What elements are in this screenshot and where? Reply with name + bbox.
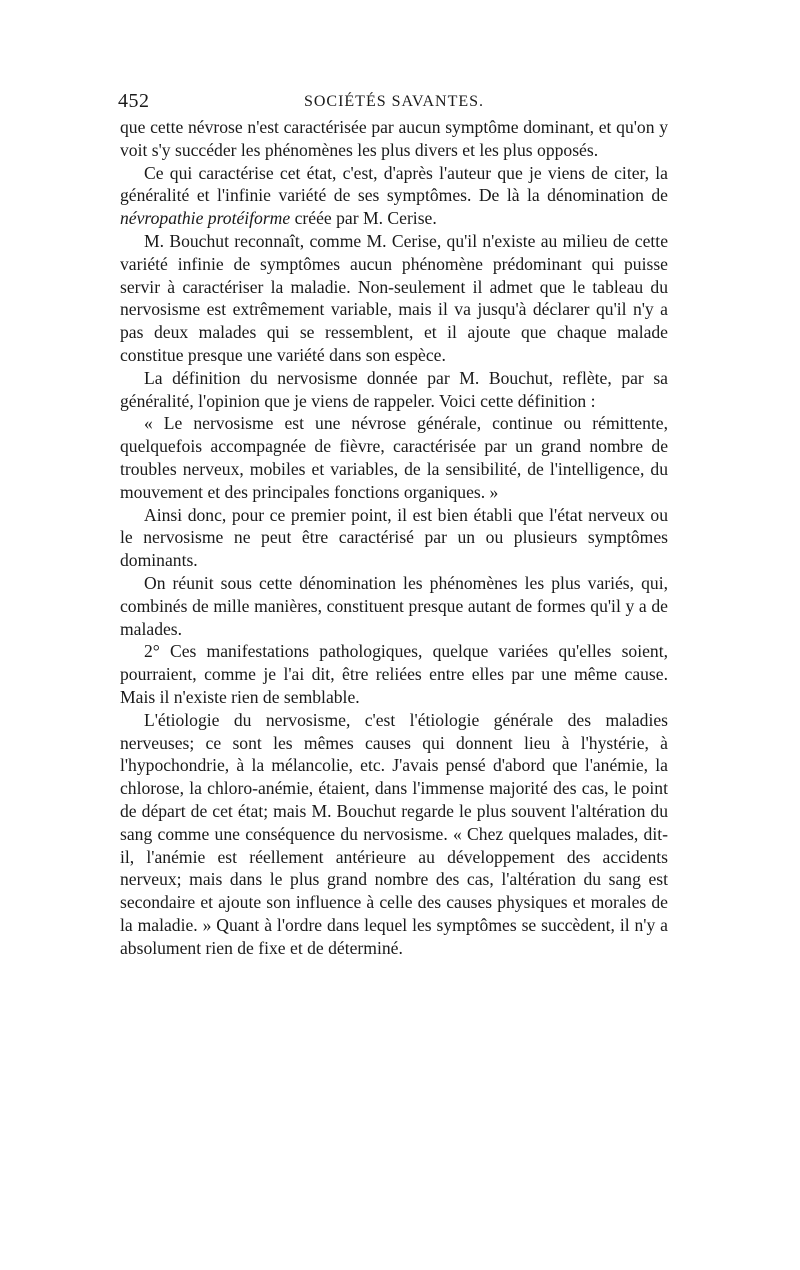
page-number: 452 [118, 90, 150, 112]
running-title: SOCIÉTÉS SAVANTES. [303, 93, 485, 110]
paragraph-text: Ce qui caractérise cet état, c'est, d'après l'auteur que je viens de citer, la généralité et l'infinie variété de ses symptômes. De là la dénomination de [120, 162, 668, 206]
paragraph: La définition du nervosisme donnée par M. Bouchut, reflète, par sa généralité, l'opinion que je viens de rappeler. Voici cette définition : [120, 367, 668, 411]
paragraph: On réunit sous cette dénomination les phénomènes les plus variés, qui, combinés de mille manières, constituent presque autant de formes qu'il y a de malades. [120, 572, 668, 639]
paragraph-text: créée par M. Cerise. [290, 208, 437, 229]
quotation-paragraph: « Le nervosisme est une névrose générale, continue ou rémittente, quelquefois accompagnée de fièvre, caractérisée par un grand nombre de troubles nerveux, mobiles et variables, de la sensibilité, de l'intelligence, du mouvement et des principales fonctions organiques. » [120, 413, 668, 502]
body-text [120, 116, 668, 959]
paragraph: L'étiologie du nervosisme, c'est l'étiologie générale des maladies nerveuses; ce sont les mêmes causes qui donnent lieu à l'hystérie, à l'hypochondrie, à la mélancolie, etc. J'avais pensé d'abord que l'anémie, la chlorose, la chloro-anémie, étaient, dans l'immense majorité des cas, le point de départ de cet état; mais M. Bouchut regarde le plus souvent l'altération du sang comme une conséquence du nervosisme. « Chez quelques malades, dit-il, l'anémie est réellement antérieure au développement des accidents nerveux; mais dans le plus grand nombre des cas, l'altération du sang est secondaire et ajoute son influence à celle des causes physiques et morales de la maladie. » Quant à l'ordre dans lequel les symptômes se succèdent, il n'y a absolument rien de fixe et de déterminé. [120, 709, 668, 958]
paragraph: M. Bouchut reconnaît, comme M. Cerise, qu'il n'existe au milieu de cette variété infinie de symptômes aucun phénomène prédominant qui puisse servir à caractériser la maladie. Non-seulement il admet que le tableau du nervosisme est extrêmement variable, mais il va jusqu'à déclarer qu'il n'y a pas deux malades qui se ressemblent, et il ajoute que chaque malade constitue presque une variété dans son espèce. [120, 230, 668, 365]
document-page [120, 84, 668, 959]
paragraph [120, 162, 668, 230]
running-header [120, 84, 668, 116]
paragraph: Ainsi donc, pour ce premier point, il est bien établi que l'état nerveux ou le nervosisme ne peut être caractérisé par un ou plusieurs symptômes dominants. [120, 504, 668, 571]
paragraph: que cette névrose n'est caractérisée par aucun symptôme dominant, et qu'on y voit s'y succéder les phénomènes les plus divers et les plus opposés. [120, 117, 668, 160]
paragraph: 2° Ces manifestations pathologiques, quelque variées qu'elles soient, pourraient, comme je l'ai dit, être reliées entre elles par une même cause. Mais il n'existe rien de semblable. [120, 641, 668, 707]
emphasized-term: névropathie protéiforme [120, 208, 291, 229]
